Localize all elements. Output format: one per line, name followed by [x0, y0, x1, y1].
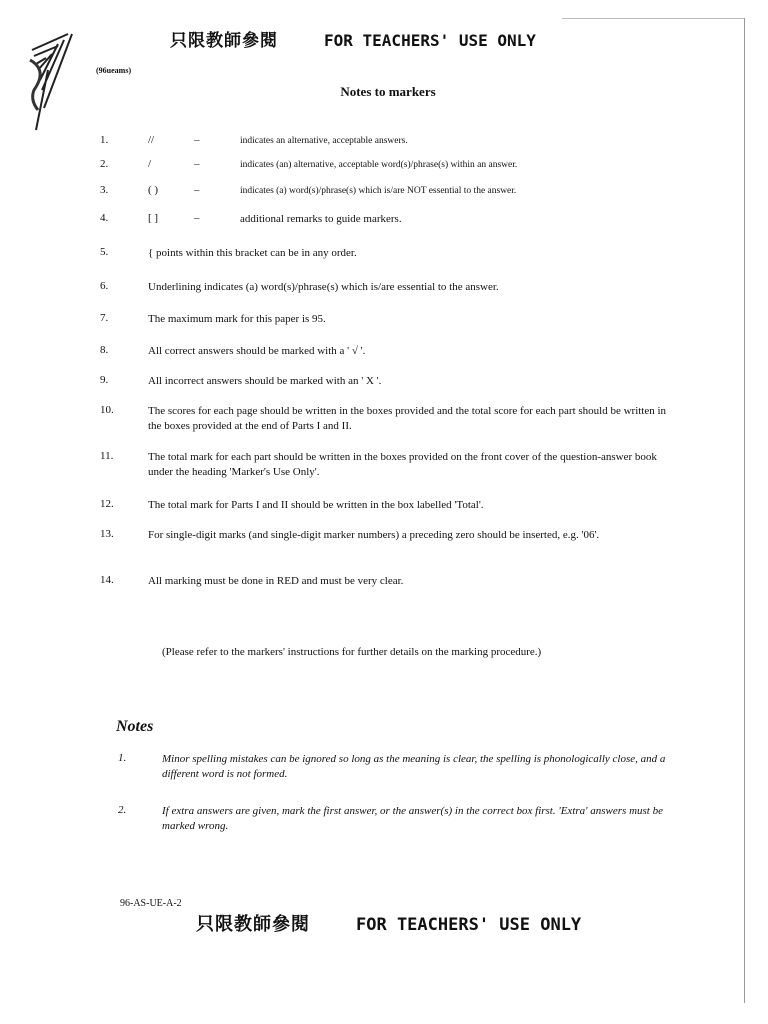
- footer-english: FOR TEACHERS' USE ONLY: [356, 915, 582, 935]
- note-number: 2.: [118, 804, 127, 816]
- item-number: 13.: [100, 528, 114, 540]
- notes-heading: Notes: [116, 718, 154, 735]
- list-item: [118, 804, 678, 834]
- list-item: [100, 374, 680, 404]
- item-number: 8.: [100, 344, 109, 356]
- item-text: All correct answers should be marked with a ' √ '.: [148, 345, 366, 357]
- item-number: 11.: [100, 450, 114, 462]
- item-number: 3.: [100, 184, 109, 196]
- item-text: The total mark for Parts I and II should be written in the box labelled 'Total'.: [148, 499, 484, 511]
- item-symbol: [ ]: [148, 212, 159, 224]
- list-item: [100, 574, 680, 604]
- page-header: [170, 26, 536, 51]
- note-text: If extra answers are given, mark the first answer, or the answer(s) in the correct box first. 'Extra' answers must be marked wrong.: [162, 805, 663, 832]
- item-text: For single-digit marks (and single-digit marker numbers) a preceding zero should be inserted, e.g. '06'.: [148, 529, 600, 541]
- note-number: 1.: [118, 752, 127, 764]
- list-item: [100, 212, 680, 246]
- list-item: [118, 752, 678, 782]
- item-text: All marking must be done in RED and must be very clear.: [148, 575, 404, 587]
- item-symbol: ( ): [148, 184, 159, 196]
- list-item: [100, 158, 680, 184]
- list-item: [100, 312, 680, 344]
- footer-chinese: 只限教師參閱: [196, 914, 310, 935]
- paper-code-small: (96ueams): [96, 66, 132, 75]
- right-border: [744, 18, 745, 1003]
- item-text: The scores for each page should be written in the boxes provided and the total score for each part should be written in the boxes provided at the end of Parts I and II.: [148, 405, 667, 432]
- item-text: additional remarks to guide markers.: [240, 213, 402, 225]
- item-text: The total mark for each part should be written in the boxes provided on the front cover of the question-answer book under the heading 'Marker's Use Only'.: [148, 451, 657, 478]
- marking-procedure-note: (Please refer to the markers' instructions for further details on the marking procedure.): [162, 646, 542, 658]
- list-item: [100, 184, 680, 212]
- item-dash: –: [194, 184, 200, 196]
- item-dash: –: [194, 158, 200, 170]
- header-chinese: 只限教師參閱: [170, 31, 278, 51]
- item-number: 10.: [100, 404, 114, 416]
- paper-code: 96-AS-UE-A-2: [120, 898, 182, 909]
- item-symbol: //: [148, 134, 155, 146]
- list-item: [100, 528, 680, 574]
- item-number: 7.: [100, 312, 109, 324]
- item-text: All incorrect answers should be marked with an ' X '.: [148, 375, 382, 387]
- notes-list: [118, 752, 678, 856]
- list-item: [100, 404, 680, 450]
- item-number: 12.: [100, 498, 114, 510]
- item-number: 1.: [100, 134, 109, 146]
- list-item: [100, 498, 680, 528]
- page-footer: [196, 910, 581, 936]
- list-item: [100, 344, 680, 374]
- item-number: 14.: [100, 574, 114, 586]
- header-english: FOR TEACHERS' USE ONLY: [324, 31, 536, 50]
- item-text: { points within this bracket can be in any order.: [148, 247, 357, 259]
- page-title: Notes to markers: [340, 84, 436, 99]
- item-number: 6.: [100, 280, 109, 292]
- list-item: [100, 450, 680, 498]
- item-symbol: /: [148, 158, 152, 170]
- item-dash: –: [194, 134, 200, 146]
- item-number: 9.: [100, 374, 109, 386]
- top-rule: [562, 18, 744, 19]
- item-text: indicates (a) word(s)/phrase(s) which is/are NOT essential to the answer.: [240, 186, 517, 196]
- list-item: [100, 246, 680, 280]
- note-text: Minor spelling mistakes can be ignored so long as the meaning is clear, the spelling is phonologically close, and a different word is not formed.: [162, 753, 666, 780]
- item-number: 4.: [100, 212, 109, 224]
- item-number: 5.: [100, 246, 109, 258]
- item-number: 2.: [100, 158, 109, 170]
- marker-notes-list: [100, 134, 680, 604]
- item-text: Underlining indicates (a) word(s)/phrase(s) which is/are essential to the answer.: [148, 281, 499, 293]
- item-text: indicates (an) alternative, acceptable word(s)/phrase(s) within an answer.: [240, 160, 518, 170]
- item-dash: –: [194, 212, 200, 224]
- item-text: The maximum mark for this paper is 95.: [148, 313, 326, 325]
- list-item: [100, 134, 680, 158]
- item-text: indicates an alternative, acceptable answers.: [240, 136, 408, 146]
- list-item: [100, 280, 680, 312]
